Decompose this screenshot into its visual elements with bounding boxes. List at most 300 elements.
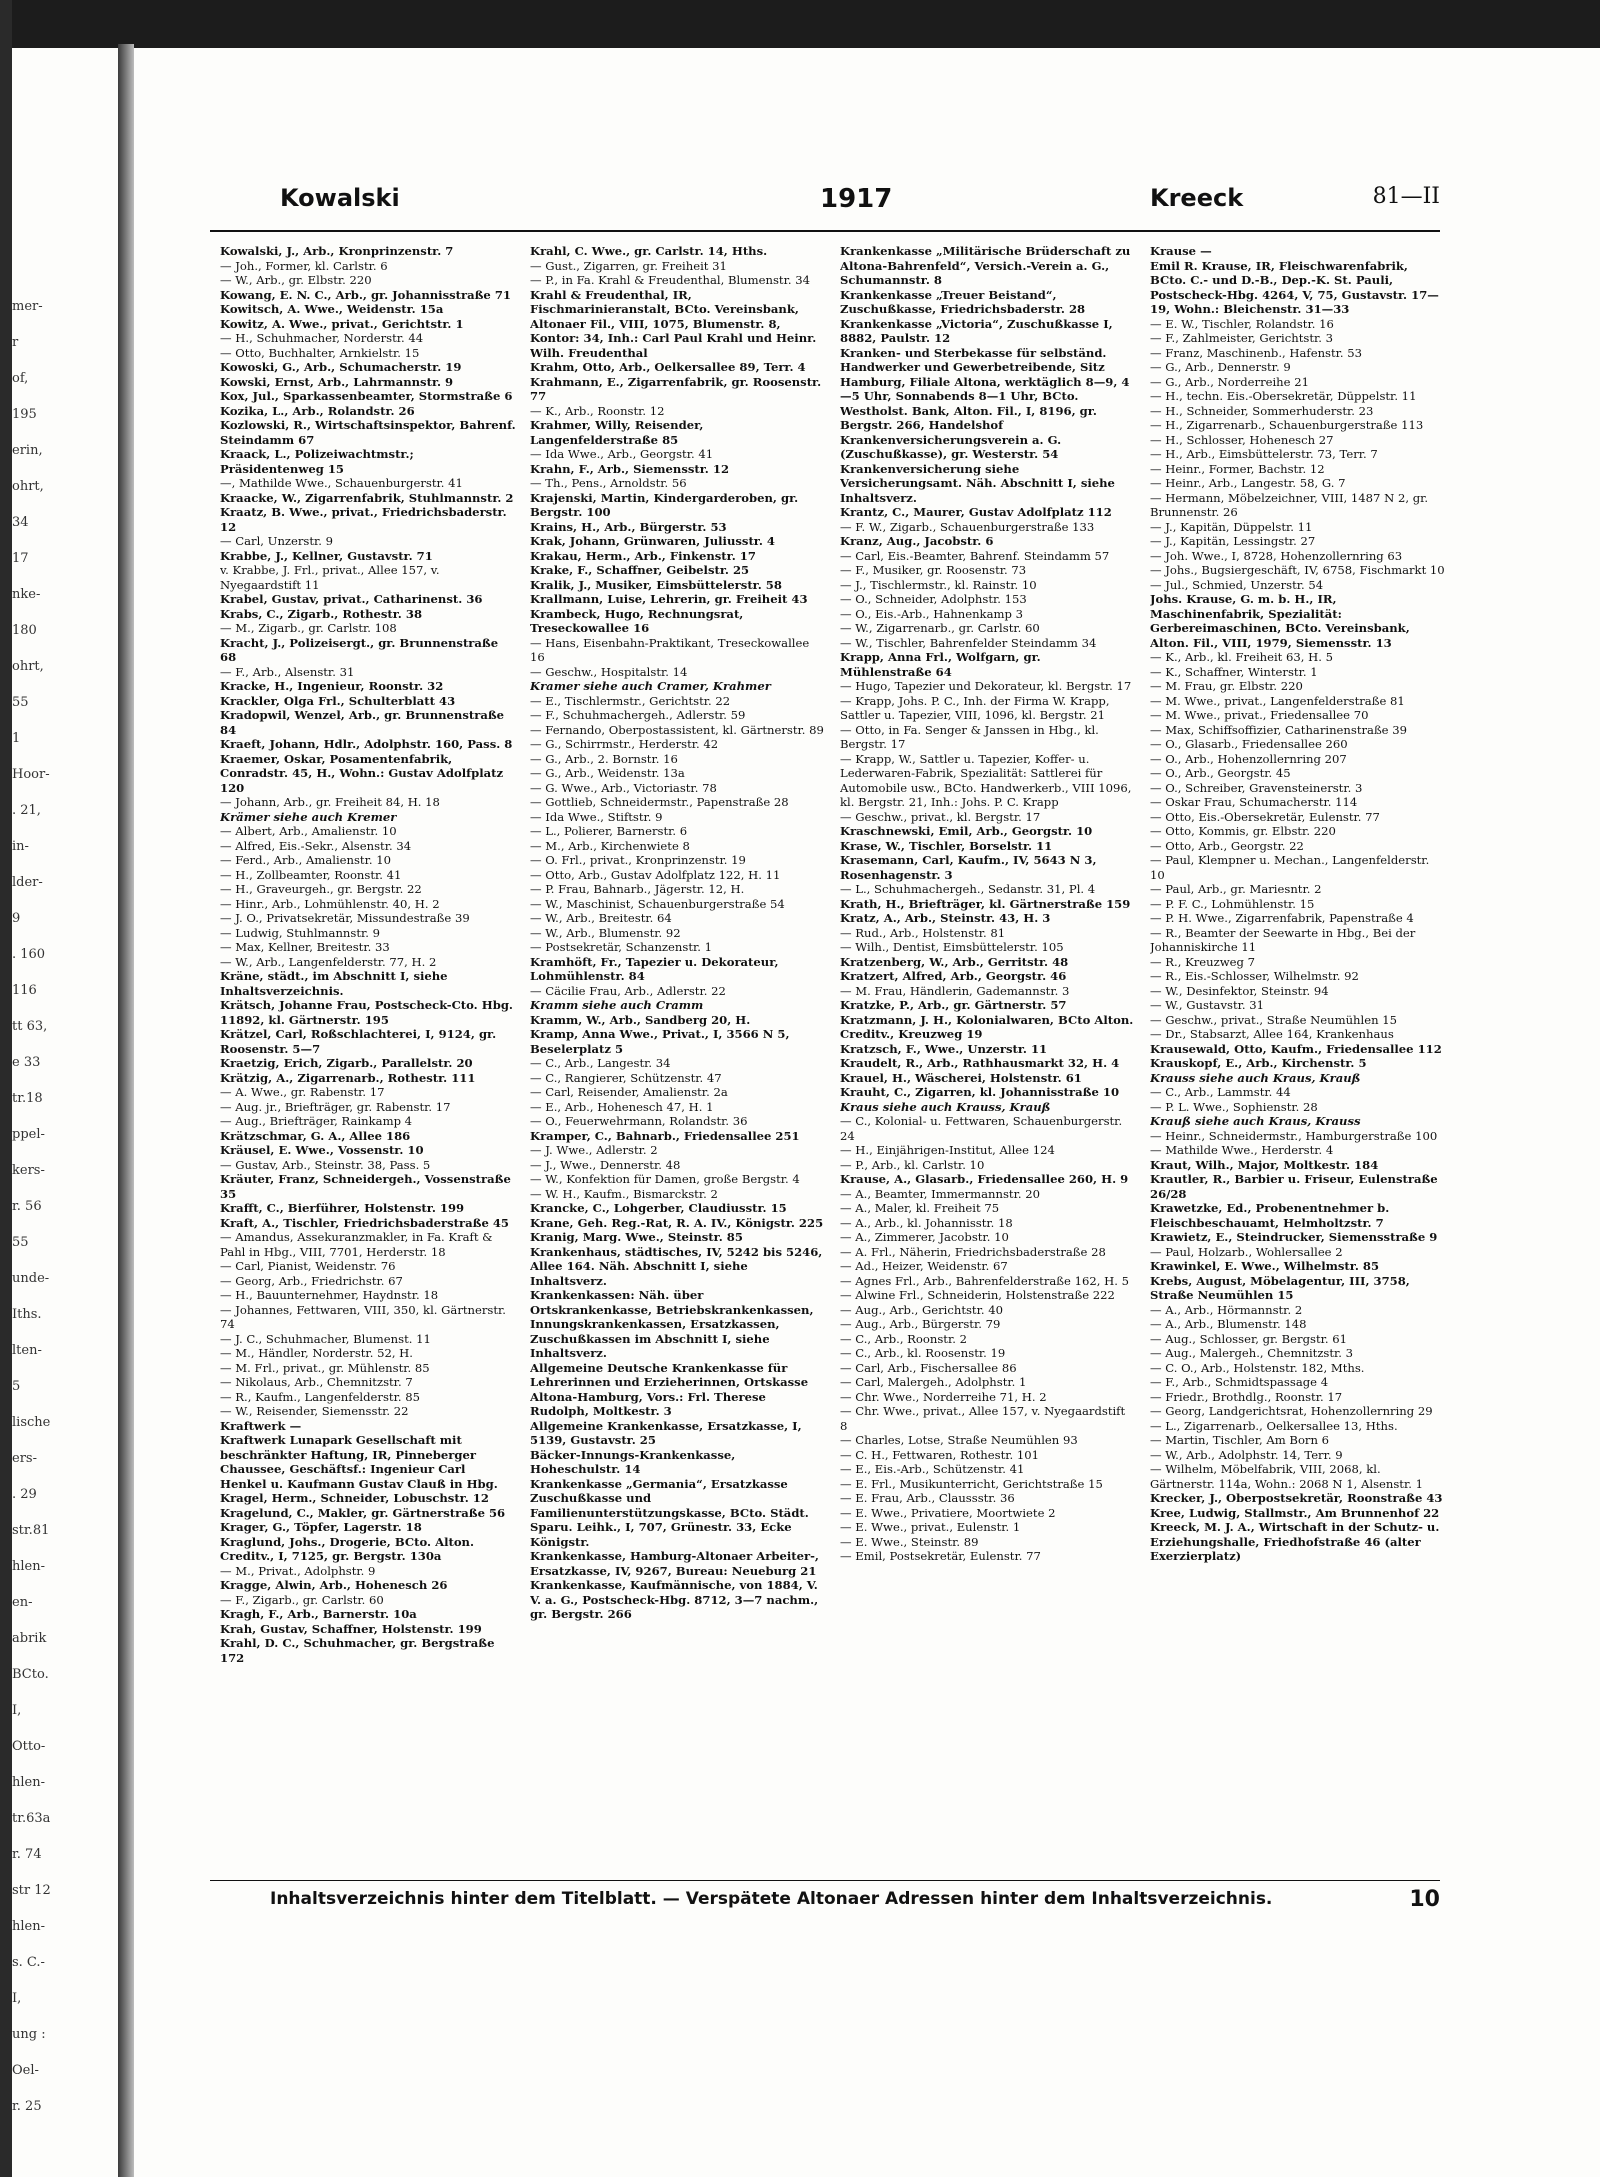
page-header [210, 150, 1440, 232]
bleed-fragment: . 160 [12, 947, 46, 962]
directory-entry: Krankenkassen: Näh. über Ortskrankenkasse, Betriebskrankenkassen, Innungskrankenkassen, Ersatzkassen, Zuschußkassen im Abschnitt I, siehe Inhaltsverz. [530, 1288, 814, 1360]
bleed-fragment: en- [12, 1595, 33, 1610]
scanner-border-top [0, 0, 1600, 48]
directory-entry: — Hugo, Tapezier und Dekorateur, kl. Bergstr. 17 [840, 679, 1132, 693]
directory-entry: — Otto, Eis.-Obersekretär, Eulenstr. 77 [1150, 809, 1380, 824]
bleed-fragment: ers- [12, 1451, 37, 1466]
directory-entry: Krase, W., Tischler, Borselstr. 11 [840, 838, 1053, 853]
directory-entry: — J. O., Privatsekretär, Missundestraße 39 [220, 911, 470, 925]
directory-entry: — J., Kapitän, Düppelstr. 11 [1150, 519, 1313, 534]
directory-entry: — J., Tischlermstr., kl. Rainstr. 10 [840, 577, 1037, 592]
column-1 [220, 244, 516, 1864]
directory-entry: Krakau, Herm., Arb., Finkenstr. 17 [530, 548, 756, 563]
directory-entry: — Geschw., Hospitalstr. 14 [530, 664, 688, 679]
directory-entry: Krankenkasse „Treuer Beistand“, Zuschußkasse, Friedrichsbaderstr. 28 [840, 287, 1086, 316]
directory-entry: — Gust., Zigarren, gr. Freiheit 31 [530, 258, 727, 273]
directory-entry: — F., Arb., Schmidtspassage 4 [1150, 1375, 1329, 1389]
bleed-fragment: unde- [12, 1271, 50, 1286]
directory-entry: Krätzel, Carl, Roßschlachterei, I, 9124, gr. Roosenstr. 5—7 [220, 1027, 497, 1056]
directory-entry: — Charles, Lotse, Straße Neumühlen 93 [840, 1433, 1078, 1447]
directory-entry: — W., Gustavstr. 31 [1150, 998, 1265, 1012]
directory-entry: — M. Frl., privat., gr. Mühlenstr. 85 [220, 1360, 430, 1375]
bleed-fragment: nke- [12, 587, 41, 602]
directory-entry: — H., Graveurgeh., gr. Bergstr. 22 [220, 882, 422, 896]
directory-entry: — P. Frau, Bahnarb., Jägerstr. 12, H. [530, 882, 745, 896]
directory-entry: — M. Wwe., privat., Friedensallee 70 [1150, 708, 1369, 722]
directory-entry: — G., Arb., Dennerstr. 9 [1150, 360, 1291, 374]
directory-entry: — C., Kolonial- u. Fettwaren, Schauenburgerstr. 24 [840, 1114, 1123, 1143]
directory-entry: Kraschnewski, Emil, Arb., Georgstr. 10 [840, 824, 1093, 838]
bleed-fragment: 195 [12, 407, 37, 422]
directory-entry: — Ida Wwe., Arb., Georgstr. 41 [530, 447, 714, 461]
directory-entry: — K., Arb., Roonstr. 12 [530, 403, 665, 418]
directory-entry: Krackler, Olga Frl., Schulterblatt 43 [220, 693, 456, 708]
directory-entry: — L., Schuhmachergeh., Sedanstr. 31, Pl. 4 [840, 882, 1096, 896]
directory-entry: Kracke, H., Ingenieur, Roonstr. 32 [220, 679, 444, 693]
directory-entry: Kraeft, Johann, Hdlr., Adolphstr. 160, Pass. 8 [220, 737, 513, 751]
directory-entry: Kraudelt, R., Arb., Rathhausmarkt 32, H. 4 [840, 1056, 1120, 1070]
directory-entry: — E. Frl., Musikunterricht, Gerichtstraße 15 [840, 1476, 1103, 1491]
directory-entry: — Otto, in Fa. Senger & Janssen in Hbg., kl. Bergstr. 17 [840, 722, 1099, 751]
directory-entry: — Max, Schiffsoffizier, Catharinenstraße 39 [1150, 722, 1407, 737]
bleed-fragment: r. 25 [12, 2099, 42, 2114]
directory-entry: Kraglund, Johs., Drogerie, BCto. Alton. Creditv., I, 7125, gr. Bergstr. 130a [220, 1534, 475, 1563]
directory-entry: Kozlowski, R., Wirtschaftsinspektor, Bahrenf. Steindamm 67 [220, 418, 516, 447]
directory-entry: — Wilh., Dentist, Eimsbüttelerstr. 105 [840, 940, 1064, 954]
directory-entry: v. Krabbe, J. Frl., privat., Allee 157, v. Nyegaardstift 11 [220, 563, 440, 592]
directory-entry: — Alwine Frl., Schneiderin, Holstenstraße 222 [840, 1288, 1115, 1302]
directory-entry: — W., Arb., gr. Elbstr. 220 [220, 273, 372, 287]
directory-entry: — W. H., Kaufm., Bismarckstr. 2 [530, 1186, 718, 1201]
directory-entry: — M., Arb., Kirchenwiete 8 [530, 838, 690, 853]
directory-entry: — Carl, Arb., Fischersallee 86 [840, 1360, 1017, 1375]
directory-entry: — Paul, Klempner u. Mechan., Langenfelderstr. 10 [1150, 853, 1430, 882]
directory-entry: Krautler, R., Barbier u. Friseur, Eulenstraße 26/28 [1150, 1172, 1438, 1201]
directory-entry: Kracht, J., Polizeisergt., gr. Brunnenstraße 68 [220, 635, 499, 664]
directory-entry: Kratzert, Alfred, Arb., Georgstr. 46 [840, 969, 1067, 983]
bleed-fragment: r. 56 [12, 1199, 42, 1214]
bleed-fragment: hlen- [12, 1559, 45, 1574]
directory-entry: — O., Feuerwehrmann, Rolandstr. 36 [530, 1114, 748, 1128]
directory-entry: — H., techn. Eis.-Obersekretär, Düppelstr. 11 [1150, 389, 1417, 403]
directory-entry: Krankenkasse „Militärische Brüderschaft zu Altona-Bahrenfeld“, Versich.-Verein a. G., Schumannstr. 8 [840, 244, 1131, 287]
directory-entry: Allgemeine Krankenkasse, Ersatzkasse, I, 5139, Gustavstr. 25 [530, 1418, 802, 1447]
directory-entry: — E., Arb., Hohenesch 47, H. 1 [530, 1099, 714, 1114]
directory-entry: — H., Zigarrenarb., Schauenburgerstraße 113 [1150, 418, 1424, 432]
directory-entry: — Ad., Heizer, Weidenstr. 67 [840, 1259, 1008, 1273]
directory-entry: — A., Arb., kl. Johannisstr. 18 [840, 1215, 1013, 1230]
directory-entry: — Krapp, Johs. P. C., Inh. der Firma W. Krapp, Sattler u. Tapezier, VIII, 1096, kl. Bergstr. 21 [840, 693, 1110, 722]
directory-entry: — Joh., Former, kl. Carlstr. 6 [220, 258, 388, 273]
directory-entry: — Johann, Arb., gr. Freiheit 84, H. 18 [220, 795, 440, 809]
bleed-fragment: 180 [12, 623, 37, 638]
directory-entry: — Krapp, W., Sattler u. Tapezier, Koffer- u. Lederwaren-Fabrik, Spezialität: Sattlerei für Automobile usw., BCto. Handwerkerb., VIII 1096, kl. Bergstr. 21, Inh.: Johs. P. C. Krapp [840, 751, 1132, 809]
directory-page [210, 150, 1445, 2070]
page-footer [210, 1880, 1440, 1911]
bleed-fragment: ppel- [12, 1127, 45, 1142]
bleed-fragment: 5 [12, 1379, 21, 1394]
directory-entry: Krahm, Otto, Arb., Oelkersallee 89, Terr. 4 [530, 360, 806, 374]
directory-entry: Krätzig, A., Zigarrenarb., Rothestr. 111 [220, 1070, 476, 1085]
directory-entry: Krätsch, Johanne Frau, Postscheck-Cto. Hbg. 11892, kl. Gärtnerstr. 195 [220, 998, 513, 1027]
directory-entry: — Aug. jr., Briefträger, gr. Rabenstr. 17 [220, 1099, 451, 1114]
bleed-fragment: Oel- [12, 2063, 39, 2078]
directory-entry: — R., Beamter der Seewarte in Hbg., Bei der Johanniskirche 11 [1150, 925, 1416, 954]
directory-entry: — Franz, Maschinenb., Hafenstr. 53 [1150, 345, 1363, 360]
bleed-fragment: 34 [12, 515, 29, 530]
directory-entry: Kowitz, A. Wwe., privat., Gerichtstr. 1 [220, 316, 464, 331]
directory-entry: — Georg, Landgerichtsrat, Hohenzollernring 29 [1150, 1404, 1433, 1418]
directory-entry: — Fernando, Oberpostassistent, kl. Gärtnerstr. 89 [530, 722, 824, 737]
directory-entry: Krath, H., Briefträger, kl. Gärtnerstraße 159 [840, 896, 1131, 911]
directory-entry: Krätzschmar, G. A., Allee 186 [220, 1128, 411, 1143]
directory-entry: — F. W., Zigarb., Schauenburgerstraße 133 [840, 519, 1095, 534]
directory-entry: — K., Schaffner, Winterstr. 1 [1150, 664, 1318, 679]
directory-entry: — F., Schuhmachergeh., Adlerstr. 59 [530, 708, 746, 722]
directory-entry: Kramer siehe auch Cramer, Krahmer [530, 679, 771, 693]
directory-entry: Kowalski, J., Arb., Kronprinzenstr. 7 [220, 244, 454, 258]
directory-entry: Kozika, L., Arb., Rolandstr. 26 [220, 403, 415, 418]
bleed-fragment: erin, [12, 443, 43, 458]
directory-entry: Kowski, Ernst, Arb., Lahrmannstr. 9 [220, 374, 454, 389]
directory-entry: — O. Frl., privat., Kronprinzenstr. 19 [530, 853, 746, 867]
directory-entry: — Hinr., Arb., Lohmühlenstr. 40, H. 2 [220, 896, 440, 911]
directory-entry: — C. O., Arb., Holstenstr. 182, Mths. [1150, 1360, 1365, 1375]
directory-entry: — W., Tischler, Bahrenfelder Steindamm 34 [840, 635, 1097, 650]
directory-entry: — Alfred, Eis.-Sekr., Alsenstr. 34 [220, 838, 412, 853]
directory-entry: Kraftwerk Lunapark Gesellschaft mit beschränkter Haftung, IR, Pinneberger Chaussee, Geschäftsf.: Ingenieur Carl Henkel u. Kaufmann Gustav Clauß in Hbg. [220, 1433, 498, 1491]
directory-entry: — A., Beamter, Immermannstr. 20 [840, 1186, 1040, 1201]
directory-entry: Krawinkel, E. Wwe., Wilhelmstr. 85 [1150, 1259, 1380, 1273]
directory-entry: — O., Schreiber, Gravensteinerstr. 3 [1150, 780, 1363, 795]
directory-entry: Krause, A., Glasarb., Friedensallee 260, H. 9 [840, 1172, 1129, 1186]
directory-entry: Kox, Jul., Sparkassenbeamter, Stormstraße 6 [220, 389, 513, 403]
directory-entry: — A. Wwe., gr. Rabenstr. 17 [220, 1085, 385, 1099]
directory-entry: — J., Kapitän, Lessingstr. 27 [1150, 534, 1316, 548]
page-fold-shadow [118, 44, 134, 2177]
directory-entry: Krager, G., Töpfer, Lagerstr. 18 [220, 1520, 422, 1534]
directory-entry: — Max, Kellner, Breitestr. 33 [220, 940, 390, 954]
directory-entry: — O., Schneider, Adolphstr. 153 [840, 592, 1027, 606]
directory-entry: Krebs, August, Möbelagentur, III, 3758, Straße Neumühlen 15 [1150, 1273, 1410, 1302]
bleed-fragment: of, [12, 371, 29, 386]
directory-entry: — H., Zollbeamter, Roonstr. 41 [220, 867, 402, 882]
directory-entry: Kradopwil, Wenzel, Arb., gr. Brunnenstraße 84 [220, 708, 505, 737]
directory-entry: — Amandus, Assekuranzmakler, in Fa. Kraft & Pahl in Hbg., VIII, 7701, Herderstr. 18 [220, 1230, 493, 1259]
directory-entry: — G., Arb., 2. Bornstr. 16 [530, 751, 678, 766]
directory-entry: — C., Rangierer, Schützenstr. 47 [530, 1070, 722, 1085]
directory-entry: — Ludwig, Stuhlmannstr. 9 [220, 925, 380, 940]
bleed-fragment: 55 [12, 695, 29, 710]
directory-entry: — Johannes, Fettwaren, VIII, 350, kl. Gärtnerstr. 74 [220, 1302, 506, 1331]
directory-entry: — Otto, Arb., Gustav Adolfplatz 122, H. 11 [530, 867, 781, 882]
directory-entry: Krankenversicherungsverein a. G. (Zuschußkasse), gr. Westerstr. 54 [840, 432, 1062, 461]
directory-entry: Krahl, C. Wwe., gr. Carlstr. 14, Hths. [530, 244, 768, 258]
directory-entry: — W., Arb., Adolphstr. 14, Terr. 9 [1150, 1447, 1343, 1462]
directory-entry: — O., Arb., Hohenzollernring 207 [1150, 751, 1347, 766]
directory-entry: — Joh. Wwe., I, 8728, Hohenzollernring 63 [1150, 548, 1403, 563]
directory-entry: Krajenski, Martin, Kindergarderoben, gr. Bergstr. 100 [530, 490, 799, 519]
directory-entry: — Johs., Bugsiergeschäft, IV, 6758, Fischmarkt 10 [1150, 563, 1445, 577]
directory-entry: —, Mathilde Wwe., Schauenburgerstr. 41 [220, 476, 463, 490]
directory-entry: — Carl, Unzerstr. 9 [220, 534, 334, 548]
directory-entry: Krahn, F., Arb., Siemensstr. 12 [530, 461, 730, 476]
directory-entry: Kramhöft, Fr., Tapezier u. Dekorateur, Lohmühlenstr. 84 [530, 954, 779, 983]
directory-entry: — G., Arb., Norderreihe 21 [1150, 374, 1309, 389]
directory-entry: — E. Wwe., privat., Eulenstr. 1 [840, 1520, 1021, 1534]
directory-entry: — E. Wwe., Privatiere, Moortwiete 2 [840, 1505, 1056, 1520]
directory-entry: — J. C., Schuhmacher, Blumenst. 11 [220, 1331, 431, 1346]
bleed-fragment: hlen- [12, 1775, 45, 1790]
directory-entry: Krahl & Freudenthal, IR, Fischmarinieranstalt, BCto. Vereinsbank, Altonaer Fil., VIII, 1075, Blumenstr. 8, Kontor: 34, Inh.: Carl Paul Krahl und Heinr. Wilh. Freudenthal [530, 287, 817, 360]
directory-entry: Krankenkasse, Hamburg-Altonaer Arbeiter-, Ersatzkasse, IV, 9267, Bureau: Neueburg 21 [530, 1549, 819, 1578]
directory-entry: — Emil, Postsekretär, Eulenstr. 77 [840, 1549, 1041, 1563]
directory-entry: Krantz, C., Maurer, Gustav Adolfplatz 112 [840, 505, 1112, 519]
directory-entry: — M. Wwe., privat., Langenfelderstraße 81 [1150, 693, 1405, 708]
bleed-fragment: lder- [12, 875, 43, 890]
directory-entry: — F., Arb., Alsenstr. 31 [220, 664, 355, 679]
directory-entry: — C., Arb., Roonstr. 2 [840, 1331, 967, 1346]
directory-entry: — Paul, Holzarb., Wohlersallee 2 [1150, 1244, 1343, 1259]
directory-entry: Krankenhaus, städtisches, IV, 5242 bis 5246, Allee 164. Näh. Abschnitt I, siehe Inhaltsverz. [530, 1244, 823, 1288]
bleed-fragment: lische [12, 1415, 51, 1430]
directory-entry: Krabel, Gustav, privat., Catharinenst. 36 [220, 592, 483, 606]
directory-entry: Kräusel, E. Wwe., Vossenstr. 10 [220, 1143, 424, 1157]
directory-entry: Kralik, J., Musiker, Eimsbüttelerstr. 58 [530, 577, 782, 592]
directory-entry: — Aug., Malergeh., Chemnitzstr. 3 [1150, 1346, 1354, 1360]
header-year: 1917 [820, 184, 893, 214]
bleed-fragment: r. 74 [12, 1847, 42, 1862]
directory-entry: — Geschw., privat., Straße Neumühlen 15 [1150, 1012, 1397, 1027]
directory-entry: — W., Arb., Blumenstr. 92 [530, 925, 681, 940]
bleed-fragment: in- [12, 839, 29, 854]
bleed-fragment: . 21, [12, 803, 41, 818]
directory-entry: — C., Arb., kl. Roosenstr. 19 [840, 1346, 1006, 1360]
directory-entry: — W., Desinfektor, Steinstr. 94 [1150, 983, 1329, 998]
directory-entry: Krankenversicherung siehe Versicherungsamt. Näh. Abschnitt I, siehe Inhaltsverz. [840, 461, 1115, 505]
directory-entry: — R., Eis.-Schlosser, Wilhelmstr. 92 [1150, 969, 1359, 983]
bleed-fragment: s. C.- [12, 1955, 45, 1970]
previous-page-bleed [12, 300, 116, 2160]
directory-entry: — Hermann, Möbelzeichner, VIII, 1487 N 2, gr. Brunnenstr. 26 [1150, 490, 1429, 519]
directory-entry: Kraetzig, Erich, Zigarb., Parallelstr. 20 [220, 1056, 473, 1070]
bleed-fragment: 9 [12, 911, 21, 926]
directory-entry: — L., Zigarrenarb., Oelkersallee 13, Hths. [1150, 1418, 1398, 1433]
directory-entry: Krauss siehe auch Kraus, Krauß [1150, 1070, 1361, 1085]
directory-entry: — P. F. C., Lohmühlenstr. 15 [1150, 896, 1315, 911]
directory-entry: — Chr. Wwe., privat., Allee 157, v. Nyegaardstift 8 [840, 1404, 1126, 1433]
directory-entry: Krahmann, E., Zigarrenfabrik, gr. Roosenstr. 77 [530, 374, 822, 403]
directory-entry: Krauß siehe auch Kraus, Krauss [1150, 1114, 1361, 1128]
bleed-fragment: Hoor- [12, 767, 50, 782]
directory-entry: — A., Arb., Hörmannstr. 2 [1150, 1302, 1303, 1317]
bleed-fragment: lten- [12, 1343, 42, 1358]
bleed-fragment: BCto. [12, 1667, 49, 1682]
bleed-fragment: hlen- [12, 1919, 45, 1934]
directory-entry: — Friedr., Brothdlg., Roonstr. 17 [1150, 1389, 1343, 1404]
directory-entry: Kräne, städt., im Abschnitt I, siehe Inhaltsverzeichnis. [220, 969, 448, 998]
directory-entry: Kraemer, Oskar, Posamentenfabrik, Conradstr. 45, H., Wohn.: Gustav Adolfplatz 120 [220, 751, 504, 795]
directory-entry: Kragel, Herm., Schneider, Lobuschstr. 12 [220, 1491, 489, 1505]
bleed-fragment: str.81 [12, 1523, 50, 1538]
directory-entry: — Otto, Kommis, gr. Elbstr. 220 [1150, 824, 1336, 838]
footer-page-number: 10 [1409, 1887, 1440, 1912]
directory-entry: Krambeck, Hugo, Rechnungsrat, Treseckowallee 16 [530, 606, 744, 635]
bleed-fragment: I, [12, 1703, 22, 1718]
bleed-fragment: 17 [12, 551, 29, 566]
directory-entry: — Aug., Arb., Gerichtstr. 40 [840, 1302, 1003, 1317]
directory-entry: — Heinr., Schneidermstr., Hamburgerstraße 100 [1150, 1128, 1438, 1143]
directory-entry: — L., Polierer, Barnerstr. 6 [530, 824, 688, 838]
directory-entry: — P., Arb., kl. Carlstr. 10 [840, 1157, 985, 1172]
directory-entry: — O., Arb., Georgstr. 45 [1150, 766, 1291, 780]
directory-entry: Emil R. Krause, IR, Fleischwarenfabrik, BCto. C.- und D.-B., Dep.-K. St. Pauli, Postscheck-Hbg. 4264, V, 75, Gustavstr. 17—19, Wohn.: Bleichenstr. 31—33 [1150, 258, 1439, 316]
directory-entry: Krecker, J., Oberpostsekretär, Roonstraße 43 [1150, 1491, 1443, 1505]
directory-entry: Krawietz, E., Steindrucker, Siemensstraße 9 [1150, 1230, 1438, 1244]
directory-entry: — Paul, Arb., gr. Mariesntr. 2 [1150, 882, 1322, 896]
directory-entry: Krains, H., Arb., Bürgerstr. 53 [530, 519, 727, 534]
directory-entry: — Hans, Eisenbahn-Praktikant, Treseckowallee 16 [530, 635, 810, 664]
directory-entry: Krahl, D. C., Schuhmacher, gr. Bergstraße 172 [220, 1636, 495, 1665]
scanner-border-left [0, 0, 12, 2177]
directory-entry: Johs. Krause, G. m. b. H., IR, Maschinenfabrik, Spezialität: Gerbereimaschinen, BCto. Vereinsbank, Alton. Fil., VIII, 1979, Siemensstr. 13 [1150, 592, 1410, 650]
directory-entry: Krauskopf, E., Arb., Kirchenstr. 5 [1150, 1056, 1367, 1070]
directory-entry: Krabbe, J., Kellner, Gustavstr. 71 [220, 548, 433, 563]
directory-entry: — E., Eis.-Arb., Schützenstr. 41 [840, 1462, 1025, 1476]
directory-entry: — C., Arb., Langestr. 34 [530, 1056, 671, 1070]
directory-entry: — O., Eis.-Arb., Hahnenkamp 3 [840, 606, 1023, 621]
directory-entry: Kräuter, Franz, Schneidergeh., Vossenstraße 35 [220, 1172, 511, 1201]
directory-entry: — K., Arb., kl. Freiheit 63, H. 5 [1150, 650, 1334, 664]
directory-entry: Krasemann, Carl, Kaufm., IV, 5643 N 3, Rosenhagenstr. 3 [840, 853, 1097, 882]
directory-entry: — Cäcilie Frau, Arb., Adlerstr. 22 [530, 983, 726, 998]
directory-entry: Kratzmann, J. H., Kolonialwaren, BCto Alton. Creditv., Kreuzweg 19 [840, 1012, 1134, 1041]
directory-entry: — Albert, Arb., Amalienstr. 10 [220, 824, 397, 838]
bleed-fragment: tr.18 [12, 1091, 43, 1106]
directory-entry: — Aug., Briefträger, Rainkamp 4 [220, 1114, 413, 1128]
directory-entry: — H., Einjährigen-Institut, Allee 124 [840, 1143, 1055, 1157]
directory-entry: — H., Arb., Eimsbüttelerstr. 73, Terr. 7 [1150, 447, 1378, 461]
footer-note: Inhaltsverzeichnis hinter dem Titelblatt. — Verspätete Altonaer Adressen hinter dem Inhaltsverzeichnis. [270, 1889, 1273, 1909]
directory-entry: — M., Privat., Adolphstr. 9 [220, 1563, 376, 1578]
directory-entry: — Postsekretär, Schanzenstr. 1 [530, 940, 712, 954]
column-3 [840, 244, 1136, 1864]
directory-entry: — Dr., Stabsarzt, Allee 164, Krankenhaus [1150, 1027, 1394, 1041]
bleed-fragment: ohrt, [12, 479, 44, 494]
directory-entry: Kraus siehe auch Krauss, Krauß [840, 1099, 1051, 1114]
directory-entry: — W., Zigarrenarb., gr. Carlstr. 60 [840, 621, 1040, 635]
directory-entry: Krankenkasse, Kaufmännische, von 1884, V. V. a. G., Postscheck-Hbg. 8712, 3—7 nachm., gr. Bergstr. 266 [530, 1578, 819, 1621]
directory-entry: — H., Schuhmacher, Norderstr. 44 [220, 331, 424, 345]
directory-entry: Kraacke, W., Zigarrenfabrik, Stuhlmannstr. 2 [220, 490, 514, 505]
directory-entry: Krämer siehe auch Kremer [220, 809, 397, 824]
directory-entry: Krafft, C., Bierführer, Holstenstr. 199 [220, 1201, 465, 1215]
directory-entry: — Geschw., privat., kl. Bergstr. 17 [840, 809, 1041, 824]
directory-entry: Krak, Johann, Grünwaren, Juliusstr. 4 [530, 534, 775, 548]
directory-entry: Kraftwerk — [220, 1418, 302, 1433]
directory-entry: Krallmann, Luise, Lehrerin, gr. Freiheit 43 [530, 592, 808, 606]
bleed-fragment: tt 63, [12, 1019, 48, 1034]
bleed-fragment: e 33 [12, 1055, 41, 1070]
header-last-entry: Kreeck [1150, 184, 1244, 212]
directory-entry: Kreeck, M. J. A., Wirtschaft in der Schutz- u. Erziehungshalle, Friedhofstraße 46 (alter Exerzierplatz) [1150, 1520, 1440, 1563]
directory-entry: — H., Bauunternehmer, Haydnstr. 18 [220, 1288, 439, 1302]
bleed-fragment: I, [12, 1991, 22, 2006]
bleed-fragment: 116 [12, 983, 37, 998]
directory-entry: Kratz, A., Arb., Steinstr. 43, H. 3 [840, 911, 1051, 925]
directory-entry: — Carl, Malergeh., Adolphstr. 1 [840, 1375, 1027, 1389]
bleed-fragment: tr.63a [12, 1811, 51, 1826]
directory-entry: Krausewald, Otto, Kaufm., Friedensallee 112 [1150, 1041, 1442, 1056]
directory-entry: — Carl, Reisender, Amalienstr. 2a [530, 1085, 728, 1099]
directory-entry: — W., Arb., Langenfelderstr. 77, H. 2 [220, 954, 437, 969]
directory-entry: — Carl, Pianist, Weidenstr. 76 [220, 1259, 396, 1273]
directory-entry: Kramm, W., Arb., Sandberg 20, H. [530, 1012, 751, 1027]
directory-entry: Krah, Gustav, Schaffner, Holstenstr. 199 [220, 1621, 482, 1636]
directory-entry: Krabs, C., Zigarb., Rothestr. 38 [220, 606, 423, 621]
directory-entry: — G. Wwe., Arb., Victoriastr. 78 [530, 780, 717, 795]
directory-entry: Kratzke, P., Arb., gr. Gärtnerstr. 57 [840, 998, 1067, 1012]
directory-entry: Krapp, Anna Frl., Wolfgarn, gr. Mühlenstraße 64 [840, 650, 1041, 679]
directory-entry: Kramp, Anna Wwe., Privat., I, 3566 N 5, Beselerplatz 5 [530, 1027, 790, 1056]
column-2 [530, 244, 826, 1864]
directory-entry: Kratzsch, F., Wwe., Unzerstr. 11 [840, 1041, 1048, 1056]
directory-entry: Kragh, F., Arb., Barnerstr. 10a [220, 1607, 417, 1621]
directory-entry: — E. W., Tischler, Rolandstr. 16 [1150, 316, 1334, 331]
directory-entry: — Chr. Wwe., Norderreihe 71, H. 2 [840, 1389, 1047, 1404]
bleed-fragment: abrik [12, 1631, 47, 1646]
directory-entry: — E. Frau, Arb., Claussstr. 36 [840, 1491, 1015, 1505]
directory-entry: Kragge, Alwin, Arb., Hohenesch 26 [220, 1578, 448, 1592]
directory-entry: — Heinr., Arb., Langestr. 58, G. 7 [1150, 476, 1346, 490]
bleed-fragment: 1 [12, 731, 21, 746]
directory-entry: — W., Reisender, Siemensstr. 22 [220, 1404, 409, 1418]
directory-entry: Krauel, H., Wäscherei, Holstenstr. 61 [840, 1070, 1082, 1085]
directory-entry: — Georg, Arb., Friedrichstr. 67 [220, 1273, 403, 1288]
directory-entry: — Aug., Schlosser, gr. Bergstr. 61 [1150, 1331, 1347, 1346]
directory-entry: — R., Kaufm., Langenfelderstr. 85 [220, 1389, 420, 1404]
column-4 [1150, 244, 1446, 1864]
directory-entry: — R., Kreuzweg 7 [1150, 954, 1255, 969]
directory-entry: — Mathilde Wwe., Herderstr. 4 [1150, 1143, 1334, 1157]
directory-entry: — P., in Fa. Krahl & Freudenthal, Blumenstr. 34 [530, 273, 810, 287]
bleed-fragment: str 12 [12, 1883, 51, 1898]
directory-entry: — Gustav, Arb., Steinstr. 38, Pass. 5 [220, 1157, 431, 1172]
directory-entry: — H., Schneider, Sommerhuderstr. 23 [1150, 403, 1374, 418]
directory-entry: — F., Musiker, gr. Roosenstr. 73 [840, 563, 1027, 577]
directory-entry: — C., Arb., Lammstr. 44 [1150, 1085, 1291, 1099]
directory-entry: — P. H. Wwe., Zigarrenfabrik, Papenstraße 4 [1150, 911, 1414, 925]
directory-entry: — H., Schlosser, Hohenesch 27 [1150, 432, 1334, 447]
directory-entry: Krauht, C., Zigarren, kl. Johannisstraße 10 [840, 1085, 1120, 1099]
directory-entry: — W., Arb., Breitestr. 64 [530, 911, 672, 925]
directory-entry: Kraatz, B. Wwe., privat., Friedrichsbaderstr. 12 [220, 505, 507, 534]
directory-entry: Kramm siehe auch Cramm [530, 998, 704, 1012]
directory-entry: Kowitsch, A. Wwe., Weidenstr. 15a [220, 302, 444, 316]
bleed-fragment: Iths. [12, 1307, 42, 1322]
directory-entry: Kramper, C., Bahnarb., Friedensallee 251 [530, 1128, 800, 1143]
directory-entry: Kree, Ludwig, Stallmstr., Am Brunnenhof 22 [1150, 1505, 1440, 1520]
bleed-fragment: kers- [12, 1163, 45, 1178]
header-page-number: 81—II [1372, 184, 1440, 209]
directory-entry: Kraack, L., Polizeiwachtmstr.; Präsidentenweg 15 [220, 447, 414, 476]
directory-entry: — E. Wwe., Steinstr. 89 [840, 1534, 979, 1549]
directory-entry: — A., Zimmerer, Jacobstr. 10 [840, 1230, 1009, 1244]
directory-entry: Krankenkasse „Victoria“, Zuschußkasse I, 8882, Paulstr. 12 [840, 316, 1113, 345]
directory-entry: — Ida Wwe., Stiftstr. 9 [530, 809, 663, 824]
directory-entry: — M., Händler, Norderstr. 52, H. [220, 1346, 413, 1360]
directory-entry: — Carl, Eis.-Beamter, Bahrenf. Steindamm 57 [840, 548, 1110, 563]
